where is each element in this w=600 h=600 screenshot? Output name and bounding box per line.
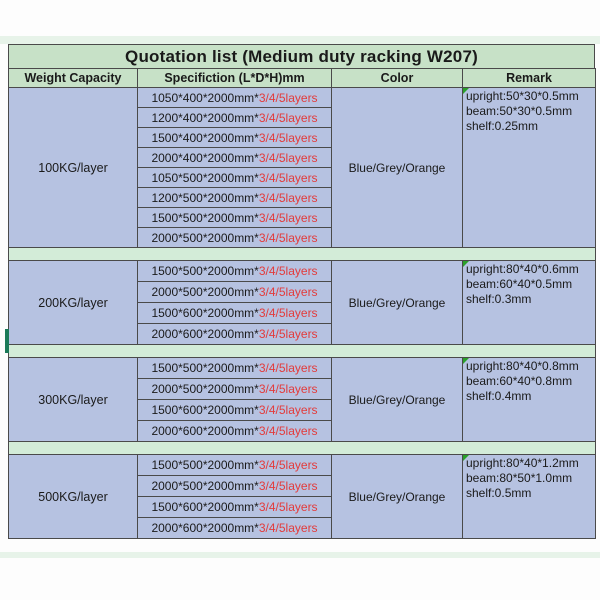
separator-row (9, 345, 596, 358)
spec-size: 1500*500*2000mm* (151, 458, 259, 472)
spec-cell (138, 303, 332, 324)
spec-cell (138, 261, 332, 282)
spec-layers: 3/4/5layers (258, 521, 318, 535)
spec-layers: 3/4/5layers (258, 264, 318, 278)
spec-size: 1500*600*2000mm* (151, 403, 259, 417)
spec-cell (138, 518, 332, 539)
spec-cell (138, 497, 332, 518)
spec-layers: 3/4/5layers (258, 210, 318, 225)
color-cell: Blue/Grey/Orange (332, 358, 463, 442)
spec-cell (138, 476, 332, 497)
remark-upright: upright:80*40*1.2mm (466, 456, 579, 470)
spec-size: 2000*600*2000mm* (151, 327, 259, 341)
spec-layers: 3/4/5layers (258, 500, 318, 514)
col-header-specification: Specifiction (L*D*H)mm (138, 69, 332, 88)
weight-capacity-cell: 100KG/layer (9, 88, 138, 248)
separator-band (9, 345, 596, 358)
spec-size: 2000*500*2000mm* (151, 479, 259, 493)
spec-size: 1200*400*2000mm* (151, 110, 259, 125)
spec-size: 1500*500*2000mm* (151, 264, 259, 278)
spec-layers: 3/4/5layers (258, 285, 318, 299)
spec-layers: 3/4/5layers (258, 110, 318, 125)
separator-row (9, 248, 596, 261)
spec-layers: 3/4/5layers (258, 458, 318, 472)
spec-size: 2000*600*2000mm* (151, 521, 259, 535)
spec-layers: 3/4/5layers (258, 361, 318, 375)
remark-cell (463, 88, 596, 248)
spec-cell (138, 379, 332, 400)
remark-cell (463, 358, 596, 442)
spec-size: 2000*500*2000mm* (151, 230, 259, 245)
remark-upright: upright:80*40*0.8mm (466, 359, 579, 373)
spec-cell (138, 128, 332, 148)
remark-upright: upright:80*40*0.6mm (466, 262, 579, 276)
bottom-edge-strip (0, 552, 600, 558)
remark-beam: beam:60*40*0.5mm (466, 277, 573, 291)
spec-cell (138, 282, 332, 303)
spec-size: 2000*600*2000mm* (151, 424, 259, 438)
separator-row (9, 442, 596, 455)
color-cell: Blue/Grey/Orange (332, 261, 463, 345)
col-header-weight-capacity: Weight Capacity (9, 69, 138, 88)
table-row (9, 455, 596, 476)
spec-size: 1500*600*2000mm* (151, 500, 259, 514)
quotation-grid (8, 68, 596, 539)
remark-cell (463, 455, 596, 539)
left-edge-green-marker (5, 329, 9, 353)
separator-band (9, 442, 596, 455)
spec-layers: 3/4/5layers (258, 170, 318, 185)
spec-layers: 3/4/5layers (258, 403, 318, 417)
spec-cell (138, 358, 332, 379)
spec-layers: 3/4/5layers (258, 130, 318, 145)
spec-cell (138, 148, 332, 168)
col-header-remark: Remark (463, 69, 596, 88)
remark-beam: beam:80*50*1.0mm (466, 471, 573, 485)
remark-cell (463, 261, 596, 345)
spec-layers: 3/4/5layers (258, 190, 318, 205)
spec-cell (138, 455, 332, 476)
spec-cell (138, 108, 332, 128)
remark-upright: upright:50*30*0.5mm (466, 89, 579, 103)
spec-layers: 3/4/5layers (258, 90, 318, 105)
remark-shelf: shelf:0.4mm (466, 389, 532, 403)
separator-band (9, 248, 596, 261)
remark-shelf: shelf:0.5mm (466, 486, 532, 500)
table-row (9, 88, 596, 108)
spec-cell (138, 168, 332, 188)
spec-cell (138, 421, 332, 442)
table-row (9, 358, 596, 379)
spec-layers: 3/4/5layers (258, 306, 318, 320)
weight-capacity-cell: 300KG/layer (9, 358, 138, 442)
table-row (9, 261, 596, 282)
spec-size: 2000*500*2000mm* (151, 285, 259, 299)
quotation-table (8, 44, 595, 539)
spec-layers: 3/4/5layers (258, 230, 318, 245)
remark-beam: beam:60*40*0.8mm (466, 374, 573, 388)
table-title: Quotation list (Medium duty racking W207) (8, 44, 595, 68)
spec-layers: 3/4/5layers (258, 382, 318, 396)
spec-cell (138, 400, 332, 421)
spec-layers: 3/4/5layers (258, 424, 318, 438)
color-cell: Blue/Grey/Orange (332, 88, 463, 248)
spec-size: 1050*400*2000mm* (151, 90, 259, 105)
remark-shelf: shelf:0.25mm (466, 119, 539, 133)
spec-size: 2000*500*2000mm* (151, 382, 259, 396)
spec-cell (138, 324, 332, 345)
cell-corner-marker-icon (463, 88, 469, 94)
cell-corner-marker-icon (463, 455, 469, 461)
spec-size: 1500*600*2000mm* (151, 306, 259, 320)
spec-size: 1200*500*2000mm* (151, 190, 259, 205)
col-header-color: Color (332, 69, 463, 88)
spec-size: 1500*500*2000mm* (151, 361, 259, 375)
top-edge-strip (0, 36, 600, 44)
color-cell: Blue/Grey/Orange (332, 455, 463, 539)
weight-capacity-cell: 200KG/layer (9, 261, 138, 345)
cell-corner-marker-icon (463, 261, 469, 267)
spec-cell (138, 188, 332, 208)
spec-size: 1500*400*2000mm* (151, 130, 259, 145)
spec-cell (138, 228, 332, 248)
cell-corner-marker-icon (463, 358, 469, 364)
header-row (9, 69, 596, 88)
spec-size: 2000*400*2000mm* (151, 150, 259, 165)
spec-size: 1500*500*2000mm* (151, 210, 259, 225)
spec-layers: 3/4/5layers (258, 150, 318, 165)
remark-beam: beam:50*30*0.5mm (466, 104, 573, 118)
spec-layers: 3/4/5layers (258, 479, 318, 493)
spec-cell (138, 88, 332, 108)
spec-cell (138, 208, 332, 228)
spec-size: 1050*500*2000mm* (151, 170, 259, 185)
weight-capacity-cell: 500KG/layer (9, 455, 138, 539)
remark-shelf: shelf:0.3mm (466, 292, 532, 306)
spec-layers: 3/4/5layers (258, 327, 318, 341)
